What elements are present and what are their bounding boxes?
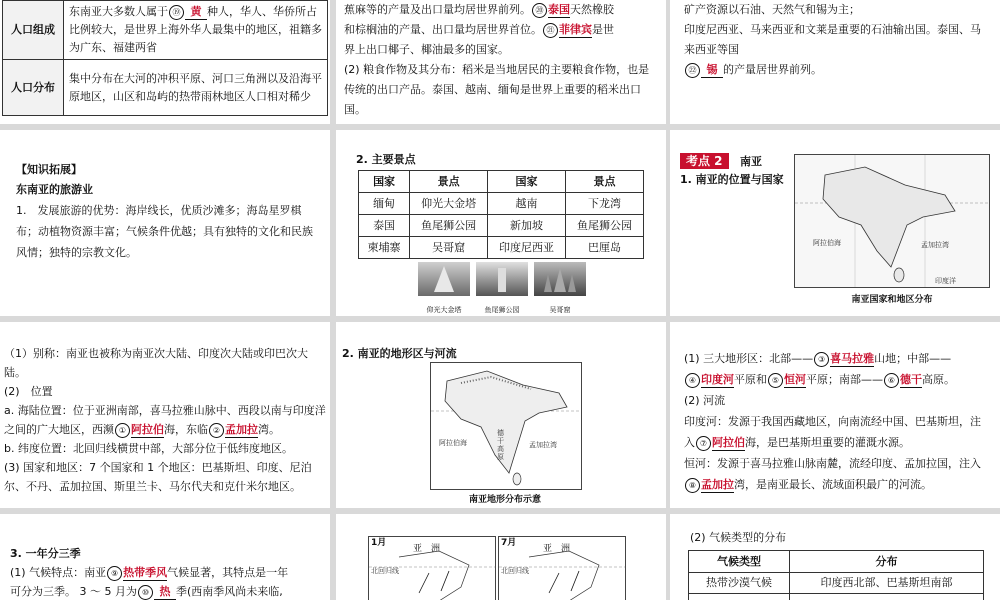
topic-title: 南亚 xyxy=(740,155,763,168)
country-map-image xyxy=(795,155,989,287)
map-caption: 南亚地形分布示意 xyxy=(468,495,541,505)
panel-climate-types: (2) 气候类型的分布 气候类型 分布 热带沙漠气候 印度西北部、巴基斯坦南部 xyxy=(670,514,1000,600)
section-title: 2. 主要景点 xyxy=(356,153,416,166)
photo-pagoda xyxy=(418,262,470,296)
terrain-map-image xyxy=(431,363,581,489)
panel-terrain: 2. 南亚的地形区与河流 阿拉伯海 孟加拉湾 德干高原 南亚地形分布示意 xyxy=(336,322,666,508)
july-monsoon-map: 7月 亚 洲 北回归线 xyxy=(498,536,626,600)
map-caption: 南亚国家和地区分布 xyxy=(851,295,933,305)
section-title: 【知识拓展】 xyxy=(16,163,82,176)
section-subtitle: 东南亚的旅游业 xyxy=(16,183,93,196)
angkor-image xyxy=(534,262,586,296)
merlion-image xyxy=(476,262,528,296)
row-content: 集中分布在大河的冲积平原、河口三角洲以及沿海平原地区，山区和岛屿的热带雨林地区人口相对稀少 xyxy=(64,60,328,116)
row-label: 人口组成 xyxy=(3,1,64,60)
south-asia-country-map: 阿拉伯海 孟加拉湾 印度洋 xyxy=(794,154,990,288)
south-asia-terrain-map: 阿拉伯海 孟加拉湾 德干高原 xyxy=(430,362,582,490)
panel-south-asia-countries: 考点 2 南亚 1. 南亚的位置与国家 阿拉伯海 孟加拉湾 印度洋 南亚国家和地区分布 xyxy=(670,130,1000,316)
population-table xyxy=(2,0,328,116)
panel-three-seasons: 3. 一年分三季 (1) 气候特点：南亚 ⑨ 热带季风气候显著，其特点是一年 可分为三季。 3 ～ 5 月为 ⑩ 热 季(西南季风尚未来临, xyxy=(0,514,330,600)
july-wind-arrows xyxy=(499,537,625,600)
panel-attractions: 2. 主要景点 国家 景点 国家 景点 缅甸 仰光大金塔 越南 下龙湾 泰国 鱼尾狮公园 新加坡 鱼尾狮公园 柬埔寨 吴哥窟 印度尼西亚 巴厘岛 仰光大金塔 鱼尾狮公园 吴哥窟 xyxy=(336,130,666,316)
january-monsoon-map: 1月 亚 洲 北回归线 xyxy=(368,536,496,600)
panel-monsoon-maps xyxy=(336,514,666,600)
photo-merlion xyxy=(476,262,528,296)
row-label: 人口分布 xyxy=(3,60,64,116)
panel-population xyxy=(0,0,330,124)
panel-cash-crops: 蕉麻等的产量及出口量均居世界前列。 ⑳ 泰国天然橡胶 和棕榈油的产量、出口量均居世界首位。 ㉑ 菲律宾是世 界上出口椰子、椰油最多的国家。 (2) 粮食作物及其分布：稻米是当地居民的主要粮食作物，也是传统的出口产品。泰国、越南、缅甸是世界上重要的稻米出口国。 xyxy=(336,0,666,124)
photo-angkor xyxy=(534,262,586,296)
panel-location: （1）别称：南亚也被称为南亚次大陆、印度次大陆或印巴次大陆。 (2) 位置 a. 海陆位置：位于亚洲南部，喜马拉雅山脉中、西段以南与印度洋之间的广大地区，西濒 ① 阿拉伯海，东临 ② 孟加拉湾。 b. 纬度位置：北回归线横贯中部，大部分位于低纬度地区。 (3) 国家和地区：7 个国家和 1 个地区：巴基斯坦、印度、尼泊尔、不丹、孟加拉国、斯里兰卡、马尔代夫和克什米尔地区。 xyxy=(0,322,330,508)
row-content: 东南亚大多数人属于 ⑲ 黄 种人，华人、华侨所占比例较大，是世界上海外华人最集中的地区，祖籍多为广东、福建两省 xyxy=(64,1,328,60)
panel-tourism: 【知识拓展】 东南亚的旅游业 1. 发展旅游的优势：海岸线长，优质沙滩多；海岛星罗棋布；动植物资源丰富；气候条件优越；具有独特的文化和民族风情；独特的宗教文化。 xyxy=(0,130,330,316)
pagoda-image xyxy=(418,262,470,296)
attractions-table: 国家 景点 国家 景点 缅甸 仰光大金塔 越南 下龙湾 泰国 鱼尾狮公园 新加坡 鱼尾狮公园 柬埔寨 吴哥窟 印度尼西亚 巴厘岛 xyxy=(358,170,644,259)
topic-tag: 考点 2 xyxy=(680,153,729,169)
january-wind-arrows xyxy=(369,537,495,600)
panel-minerals: 矿产资源以石油、天然气和锡为主； 印度尼西亚、马来西亚和文莱是重要的石油输出国。泰国、马来西亚等国 ㉒ 锡 的产量居世界前列。 xyxy=(670,0,1000,124)
panel-landforms-rivers: (1) 三大地形区：北部—— ③ 喜马拉雅山地；中部—— ④ 印度河平原和 ⑤ 恒河平原；南部—— ⑥ 德干高原。 (2) 河流 印度河：发源于我国西藏地区，向南流经中国、巴基斯坦，注入 ⑦ 阿拉伯海，是巴基斯坦重要的灌溉水源。 恒河：发源于喜马拉雅山脉南麓，流经印度、孟加拉国，注入⑧ 孟加拉湾，是南亚最长、流域面积最广的河流。 xyxy=(670,322,1000,508)
climate-table: 气候类型 分布 热带沙漠气候 印度西北部、巴基斯坦南部 xyxy=(688,550,984,600)
